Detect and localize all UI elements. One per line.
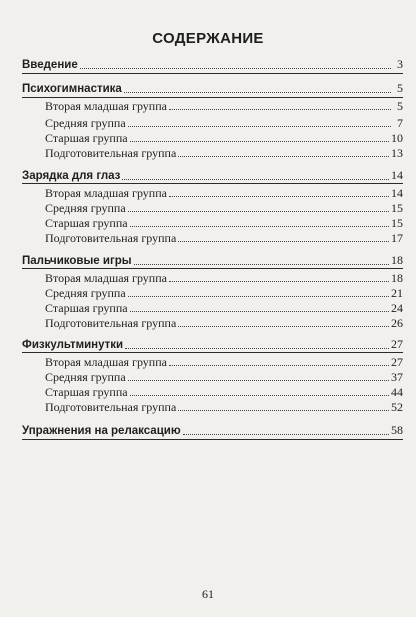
toc-page-number: 3 xyxy=(397,57,403,71)
leader-dots xyxy=(130,216,389,227)
leader-dots xyxy=(124,82,391,93)
toc-item xyxy=(45,385,403,399)
toc-page-number: 14 xyxy=(391,168,403,182)
toc-page-number: 15 xyxy=(391,216,403,230)
toc-item xyxy=(45,301,403,315)
toc-item xyxy=(45,216,403,230)
toc-page-number: 27 xyxy=(391,337,403,351)
leader-dots xyxy=(130,301,389,312)
toc-item-label: Старшая группа xyxy=(45,131,128,145)
toc-item xyxy=(45,271,403,285)
toc-item-label: Вторая младшая группа xyxy=(45,271,167,285)
page-title: СОДЕРЖАНИЕ xyxy=(152,30,264,47)
toc-item xyxy=(45,316,403,330)
toc-item xyxy=(45,201,403,215)
leader-dots xyxy=(178,231,389,242)
toc-item-label: Подготовительная группа xyxy=(45,316,177,330)
toc-item-label: Подготовительная группа xyxy=(45,231,177,245)
leader-dots xyxy=(134,254,389,265)
toc-page-number: 24 xyxy=(391,301,403,315)
section-rule xyxy=(22,352,403,353)
toc-page-number: 52 xyxy=(391,400,403,414)
toc-page-number: 26 xyxy=(391,316,403,330)
section-rule xyxy=(22,183,403,184)
section-rule xyxy=(22,97,403,98)
leader-dots xyxy=(178,400,389,411)
toc-item xyxy=(45,116,403,130)
page-number: 61 xyxy=(202,587,214,601)
leader-dots xyxy=(125,338,389,349)
leader-dots xyxy=(169,99,391,110)
leader-dots xyxy=(169,271,389,282)
toc-section-title: Введение xyxy=(22,59,78,71)
toc-item xyxy=(45,186,403,200)
toc-section-psychogymnastics xyxy=(22,81,403,96)
toc-item xyxy=(45,355,403,369)
toc-item-label: Старшая группа xyxy=(45,216,128,230)
leader-dots xyxy=(169,186,389,197)
toc-section-title: Упражнения на релаксацию xyxy=(22,425,181,437)
toc-section-physical-breaks xyxy=(22,337,403,352)
leader-dots xyxy=(130,385,389,396)
toc-page-number: 5 xyxy=(397,81,403,95)
leader-dots xyxy=(128,116,391,127)
toc-page-number: 17 xyxy=(391,231,403,245)
toc-page-number: 27 xyxy=(391,355,403,369)
toc-item-label: Средняя группа xyxy=(45,116,126,130)
toc-section-intro xyxy=(22,57,403,72)
toc-item xyxy=(45,99,403,113)
toc-item-label: Средняя группа xyxy=(45,286,126,300)
toc-section-title: Зарядка для глаз xyxy=(22,170,121,182)
toc-page-number: 15 xyxy=(391,201,403,215)
toc-item-label: Старшая группа xyxy=(45,385,128,399)
leader-dots xyxy=(130,131,389,142)
toc-section-eye-exercises xyxy=(22,168,403,183)
toc-item-label: Средняя группа xyxy=(45,370,126,384)
toc-page-number: 5 xyxy=(397,99,403,113)
toc-item xyxy=(45,400,403,414)
toc-page-number: 37 xyxy=(391,370,403,384)
section-rule xyxy=(22,73,403,74)
toc-page-number: 7 xyxy=(397,116,403,130)
toc-page-number: 10 xyxy=(391,131,403,145)
toc-item-label: Вторая младшая группа xyxy=(45,186,167,200)
toc-item-label: Старшая группа xyxy=(45,301,128,315)
leader-dots xyxy=(128,370,389,381)
toc-item-label: Вторая младшая группа xyxy=(45,99,167,113)
leader-dots xyxy=(178,146,389,157)
section-rule xyxy=(22,439,403,440)
toc-section-title: Психогимнастика xyxy=(22,83,122,95)
toc-page-number: 21 xyxy=(391,286,403,300)
leader-dots xyxy=(183,424,389,435)
leader-dots xyxy=(128,201,389,212)
leader-dots xyxy=(128,286,389,297)
toc-item xyxy=(45,370,403,384)
toc-item-label: Вторая младшая группа xyxy=(45,355,167,369)
toc-item xyxy=(45,231,403,245)
toc-page-number: 18 xyxy=(391,253,403,267)
toc-section-relaxation xyxy=(22,423,403,438)
toc-page-number: 14 xyxy=(391,186,403,200)
toc-section-title: Физкультминутки xyxy=(22,339,124,351)
leader-dots xyxy=(80,58,391,69)
leader-dots xyxy=(178,316,389,327)
leader-dots xyxy=(169,355,389,366)
toc-item-label: Подготовительная группа xyxy=(45,400,177,414)
toc-page-number: 18 xyxy=(391,271,403,285)
toc-section-finger-games xyxy=(22,253,403,268)
section-rule xyxy=(22,268,403,269)
toc-page-number: 44 xyxy=(391,385,403,399)
toc-section-title: Пальчиковые игры xyxy=(22,255,132,267)
toc-item-label: Подготовительная группа xyxy=(45,146,177,160)
toc-page-number: 13 xyxy=(391,146,403,160)
toc-item xyxy=(45,131,403,145)
toc-item xyxy=(45,146,403,160)
toc-item xyxy=(45,286,403,300)
toc-page-number: 58 xyxy=(391,423,403,437)
leader-dots xyxy=(122,169,389,180)
toc-item-label: Средняя группа xyxy=(45,201,126,215)
